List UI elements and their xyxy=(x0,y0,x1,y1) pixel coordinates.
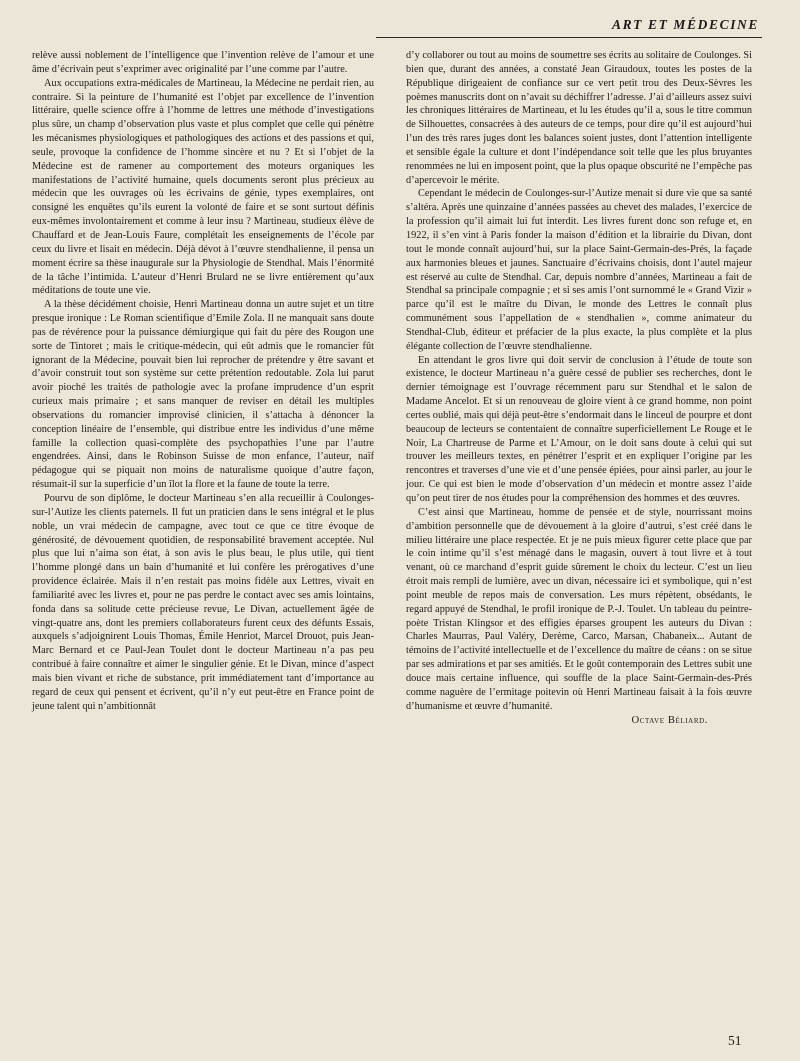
author-signature: Octave Béliard. xyxy=(631,714,708,726)
header-rule xyxy=(376,37,762,38)
paragraph: Pourvu de son diplôme, le docteur Martineau s’en alla recueillir à Coulonges-sur-l’Autize les clients paternels. Il fut un praticien dans le sens intégral et le plus noble, un vrai médecin de campagne, avec tout ce que ce titre évoque de générosité, de dévouement quotidien, de responsabilité bravement acceptée. Nul plus que lui n’aima son état, à son avis le plus beau, le plus utile, qui tient l’homme plongé dans un bain d’humanité et lui confère les prérogatives d’une providence éclairée. Mais il n’en restait pas moins fidèle aux Lettres, vivait en familiarité avec les livres et, pour ne pas perdre le contact avec ses amis lointains, fonda dans sa solitude cette précieuse revue, Le Divan, actuellement âgée de vingt-quatre ans, dont les premiers collaborateurs furent ceux des défunts Essais, auxquels s’adjoignirent Louis Thomas, Émile Henriot, Marcel Drouot, puis Jean-Marc Bernard et ce Paul-Jean Toulet dont le docteur Martineau n’a pas peu contribué à faire connaître et aimer le singulier génie. Et le Divan, mince d’aspect mais bien vivant et riche de substance, prit immédiatement tant d’importance au regard de ceux qui pensent et écrivent, qu’il n’y eut peut-être en France point de jeune talent qui n’ambitionnât xyxy=(32,493,374,712)
paragraph: Cependant le médecin de Coulonges-sur-l’Autize menait si dure vie que sa santé s’altéra. Après une quinzaine d’années passées au chevet des malades, l’exercice de la profession qu’il aimait lui fut interdit. Les livres furent donc son refuge et, en 1922, il s’en vint à Paris fonder la maison d’édition et la librairie du Divan, dont tout le monde connaît aujourd’hui, sur la place Saint-Germain-des-Prés, la façade aux harmonies bleues et jaunes. Sanctuaire d’écrivains choisis, dont l’autel majeur est réservé au culte de Stendhal. Car, depuis nombre d’années, Martineau a fait de Stendhal sa principale compagnie ; et si ses amis l’ont surnommé le « Grand Vizir » parce qu’il est le maître du Divan, le monde des Lettres le connaît plus communément sous l’appellation de « stendhalien », comme animateur du Stendhal-Club, éditeur et préfacier de la plus exacte, la plus complète et la plus élégante collection de l’œuvre stendhalienne. xyxy=(406,188,752,352)
page-number: 51 xyxy=(728,1033,742,1048)
paragraph: En attendant le gros livre qui doit servir de conclusion à l’étude de toute son existence, le docteur Martineau n’a guère cessé de publier ses recherches, dont le dernier témoignage est l’ouvrage récemment paru sur Stendhal et le salon de Madame Ancelot. Et si un renouveau de gloire vient à ce grand homme, non point certes oublié, mais qui déjà peut-être s’endormait dans le linceul de pourpre et dont beaucoup de lecteurs se contentaient de connaître superficiellement Le Rouge et le Noir, La Chartreuse de Parme et L’Amour, on le doit sans doute à celui qui sut trouver les meilleurs textes, en pénétrer l’esprit et en expliquer l’origine par les rencontres et traverses d’une vie et d’une pensée épiées, pour ainsi parler, au jour le jour. Ce qui est bien le mode d’observation d’un médecin et montre assez l’aide qu’on peut tirer de nos études pour la compréhension des hommes et des œuvres. xyxy=(406,354,752,504)
paragraph: d’y collaborer ou tout au moins de soumettre ses écrits au solitaire de Coulonges. Si bien que, durant des années, a constaté Jean Giraudoux, toutes les postes de la République dirigeaient de confiance sur ce vert petit trou des Deux-Sèvres les poèmes manuscrits dont on n’avait su déchiffrer l’adresse. J’ai d’ailleurs assez suivi les chroniques littéraires de Martineau, et lu les études qu’il a, sous le titre commun de Silhouettes, consacrées à des auteurs de ce temps, pour dire qu’il est aujourd’hui l’un des très rares juges dont les balances soient justes, dont l’attention intelligente et sensible égale la culture et dont l’indépendance soit telle que les plus bruyantes renommées ne lui en imposent point, que la plus opaque obscurité ne l’empêche pas d’apercevoir le mérite. xyxy=(406,50,752,186)
right-column xyxy=(406,49,752,727)
paragraph: A la thèse décidément choisie, Henri Martineau donna un autre sujet et un titre presque ironique : Le Roman scientifique d’Emile Zola. Il ne manquait sans doute pas de révérence pour la puissance démiurgique qui fait du père des Rougon une sorte de Tintoret ; mais le critique-médecin, qui eût admis que le romancier fût ignorant de la Médecine, pouvait bien lui reprocher de prétendre y être savant et d’avoir construit tout son système sur cette prétention redoutable. Zola lui parut avoir pioché les traités de pathologie avec la profane imprudence d’un esprit curieux mais primaire ; et sans manquer de reviser en détail les multiples observations du romancier improvisé clinicien, il s’attacha à dénoncer la conception linéaire de l’ensemble, qui distribue entre les individus d’une même famille la collection quasi-complète des psychopathies l’une par l’autre engendrées. Ainsi, dans le Robinson Suisse de mon enfance, l’auteur, naïf pédagogue qui se piquait non moins de naturalisme quoique d’autre façon, résumait-il sur la superficie d’un îlot la flore et la faune de toute la terre. xyxy=(32,299,374,491)
paragraph: Aux occupations extra-médicales de Martineau, la Médecine ne perdait rien, au contraire. Si la peinture de l’humanité est l’objet par excellence de l’invention littéraire, quelle science offre à l’homme de lettres une méthode d’investigations plus sûre, un champ d’observation plus vaste et plus complet que celle qui pénètre les mécanismes physiologiques et pathologiques des actions et des passions et qui, seule, provoque la confidence de l’homme sincère et nu ? Et si l’objet de la Médecine est de ramener au comportement des moteurs organiques les manifestations de l’activité humaine, quels documents seront plus précieux au médecin que les ouvrages où les écrivains de génie, types exemplaires, ont consigné les enquêtes qu’ils eurent la volonté de faire et se sont surtout définis eux-mêmes involontairement et comme à leur insu ? Martineau, studieux élève de Chauffard et de Jean-Louis Faure, complétait les enseignements de l’école par ceux du livre et lisait en médecin. Déjà dévot à l’œuvre stendhalienne, il pensa un moment écrire sa thèse inaugurale sur la Physiologie de Stendhal. Mais l’énormité de la tâche l’intimida. L’auteur d’Henri Brulard ne se livre entièrement qu’aux méditations de toute une vie. xyxy=(32,77,374,297)
left-column xyxy=(32,49,374,714)
paragraph: C’est ainsi que Martineau, homme de pensée et de style, nourrissant moins d’ambition personnelle que de dévouement à la gloire d’autrui, s’est créé dans le milieu littéraire une place respectée. Et je ne puis mieux figurer cette place que par le coin intime qu’il s’est ménagé dans le magasin, ouvert à tout livre et à tout venant, où ce marchand d’esprit guide sûrement le choix du lecteur. C’est un lieu étroit mais rempli de lumière, avec un divan, nécessaire ici et symbolique, qui n’est point meuble de repos mais de conversation. Les murs répètent, obsédants, le regard appuyé de Stendhal, le profil ironique de P.-J. Toulet. Un tableau du peintre-poète Tristan Klingsor et des effigies éparses groupent les auteurs du Divan : Charles Maurras, Paul Valéry, Derème, Carco, Marsan, Chabaneix... Autant de témoins de l’activité intellectuelle et de l’excellence du maître de céans : on se situe par ses admirations et par ses amitiés. Et le goût contemporain des Lettres subit une douce mais certaine influence, qui souffle de la place Saint-Germain-des-Prés comme naguère de l’ermitage poitevin où Henri Martineau faisait à la fois œuvre d’humanisme et œuvre d’humanité. xyxy=(406,506,752,712)
running-header: ART ET MÉDECINE xyxy=(611,17,759,32)
paragraph: relève aussi noblement de l’intelligence que l’invention relève de l’amour et une âme d’écrivain peut s’exprimer avec originalité par l’une comme par l’autre. xyxy=(32,50,374,75)
